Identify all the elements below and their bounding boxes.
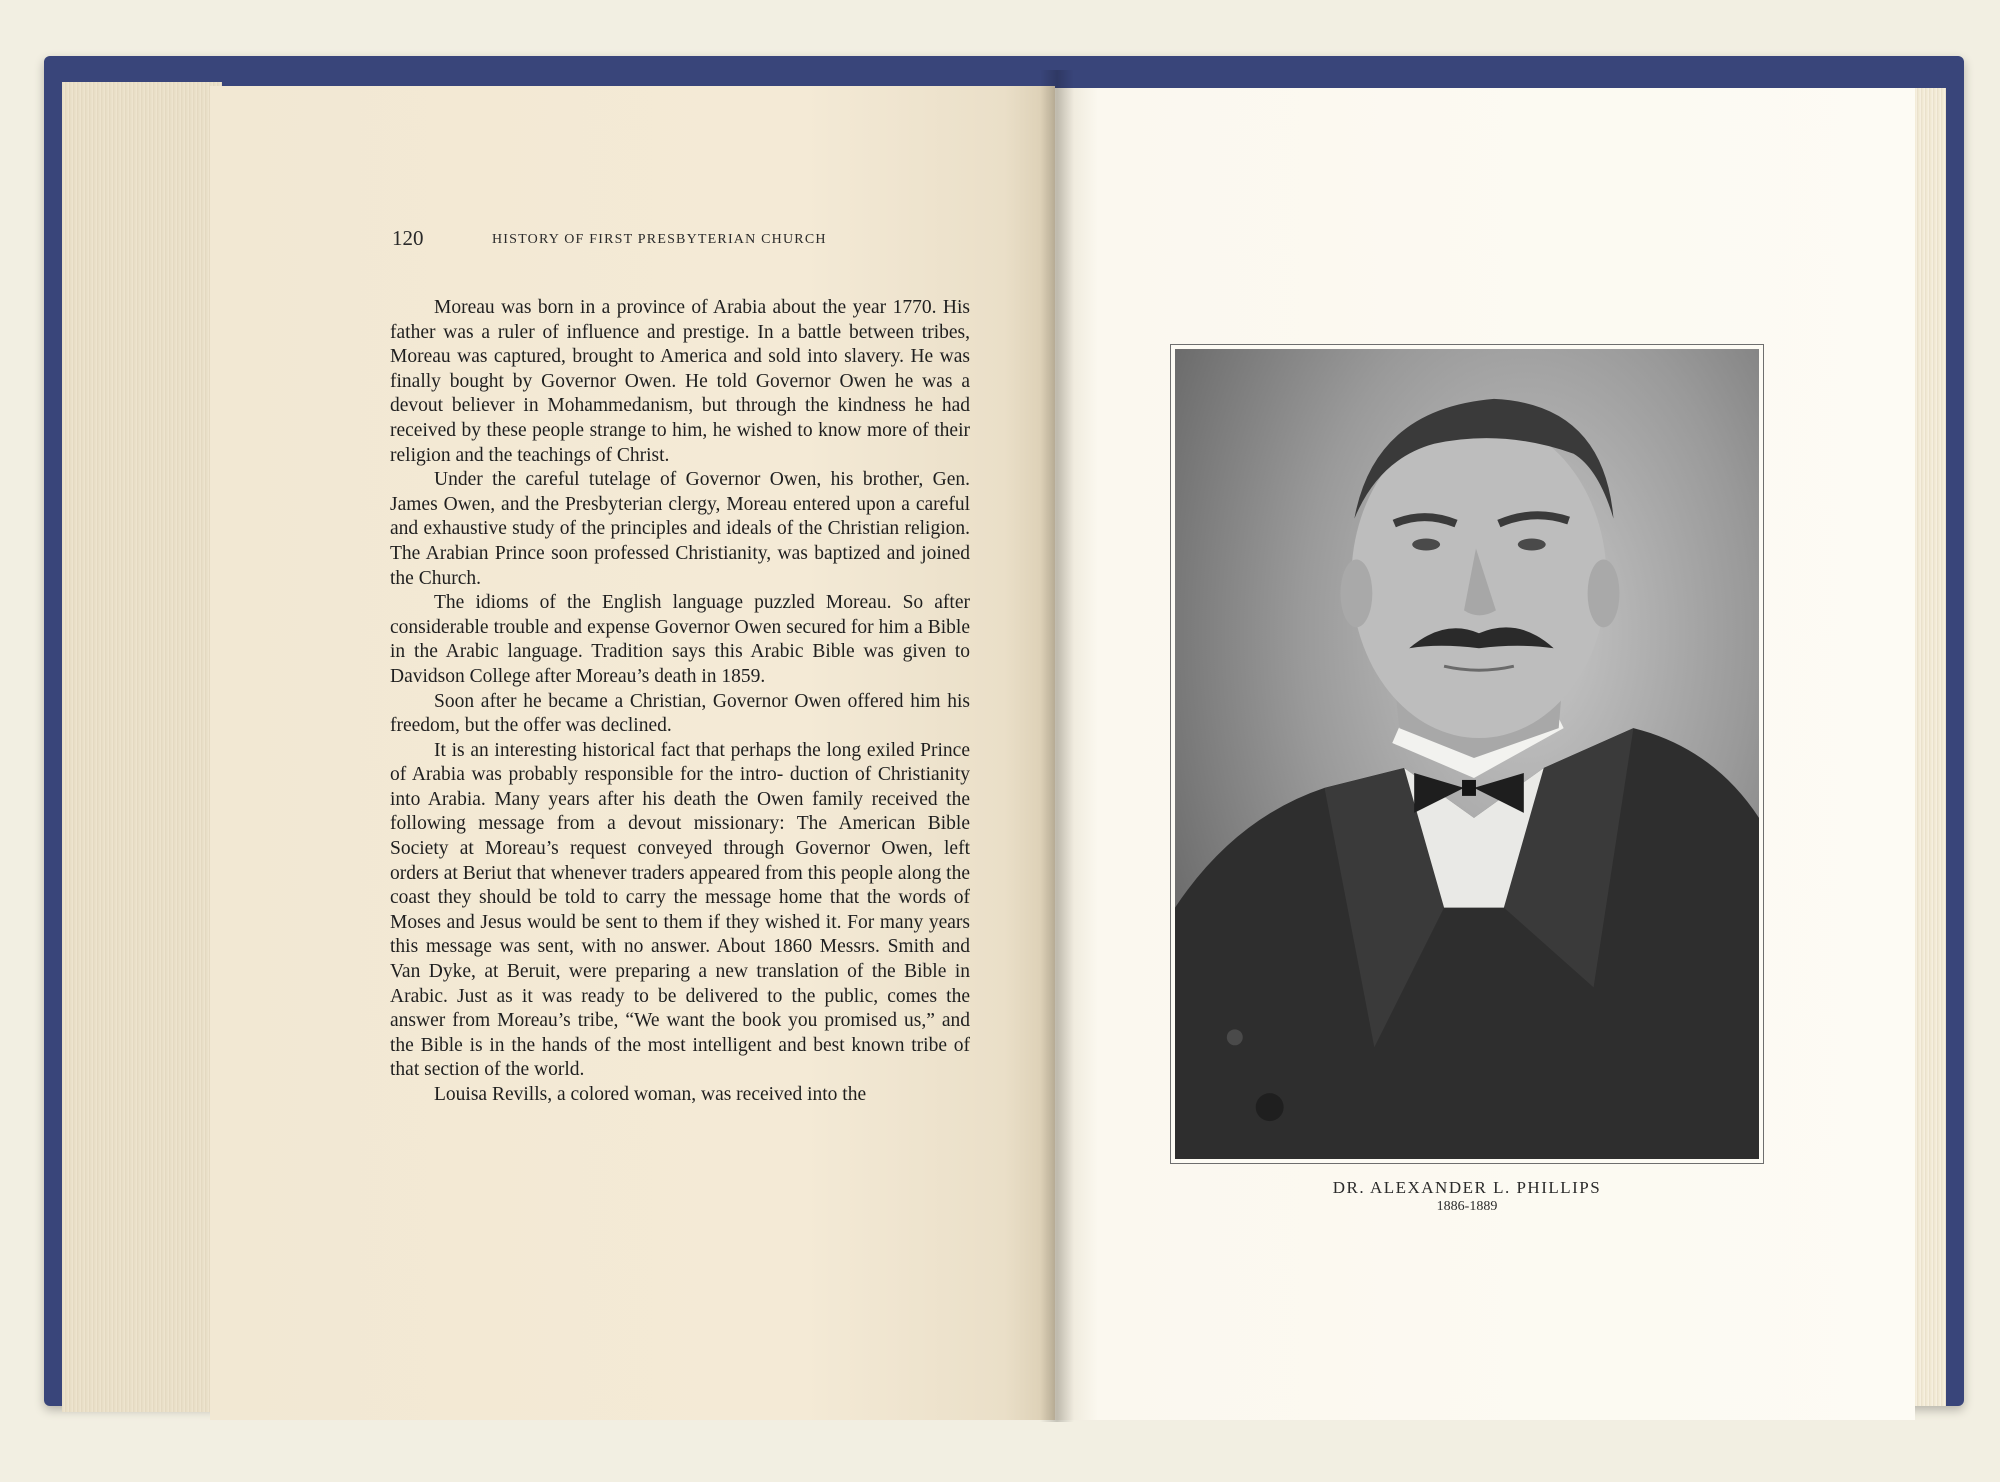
portrait-frame [1170, 344, 1764, 1164]
paragraph: It is an interesting historical fact that perhaps the long exiled Prince of Arabia was probably responsible for the intro- duction of Christianity into Arabia. Many years after his death the Owen family received the following message from a devout missionary: The American Bible Society at Moreau’s request conveyed through Governor Owen, left orders at Beriut that whenever traders appeared from this people along the coast they should be told to carry the message home that the words of Moses and Jesus would be sent to them if they wished it. For many years this message was sent, with no answer. About 1860 Messrs. Smith and Van Dyke, at Beruit, were preparing a new translation of the Bible in Arabic. Just as it was ready to be delivered to the public, comes the answer from Moreau’s tribe, “We want the book you promised us,” and the Bible is in the hands of the most intelligent and best known tribe of that section of the world. [390, 739, 970, 1081]
body-text [390, 296, 970, 1108]
paragraph: The idioms of the English language puzzled Moreau. So after considerable trouble and expense Governor Owen secured for him a Bible in the Arabic language. Tradition says this Arabic Bible was given to Davidson College after Moreau’s death in 1859. [390, 592, 970, 687]
page-number: 120 [392, 226, 424, 250]
paragraph: Under the careful tutelage of Governor Owen, his brother, Gen. James Owen, and the Presbyterian clergy, Moreau entered upon a careful and exhaustive study of the principles and ideals of the Christian religion. The Arabian Prince soon professed Christianity, was baptized and joined the Church. [390, 469, 970, 589]
portrait-illustration [1175, 349, 1759, 1159]
caption-name: DR. ALEXANDER L. PHILLIPS [1332, 1178, 1602, 1197]
paragraph: Soon after he became a Christian, Governor Owen offered him his freedom, but the offer was declined. [390, 690, 970, 737]
paragraph: Moreau was born in a province of Arabia about the year 1770. His father was a ruler of influence and prestige. In a battle between tribes, Moreau was captured, brought to America and sold into slavery. He was finally bought by Governor Owen. He told Governor Owen he was a devout believer in Mohammedanism, but through the kindness he had received by these people strange to him, he wished to know more of their religion and the teachings of Christ. [390, 297, 970, 466]
page-header [392, 226, 892, 251]
paragraph: Louisa Revills, a colored woman, was received into the [434, 1084, 867, 1105]
portrait-caption [1170, 1178, 1764, 1215]
left-page-edges [62, 82, 222, 1412]
running-head: HISTORY OF FIRST PRESBYTERIAN CHURCH [492, 232, 827, 247]
caption-years: 1886-1889 [1436, 1199, 1498, 1214]
portrait-photo [1175, 349, 1759, 1159]
book-gutter [1040, 70, 1074, 1422]
